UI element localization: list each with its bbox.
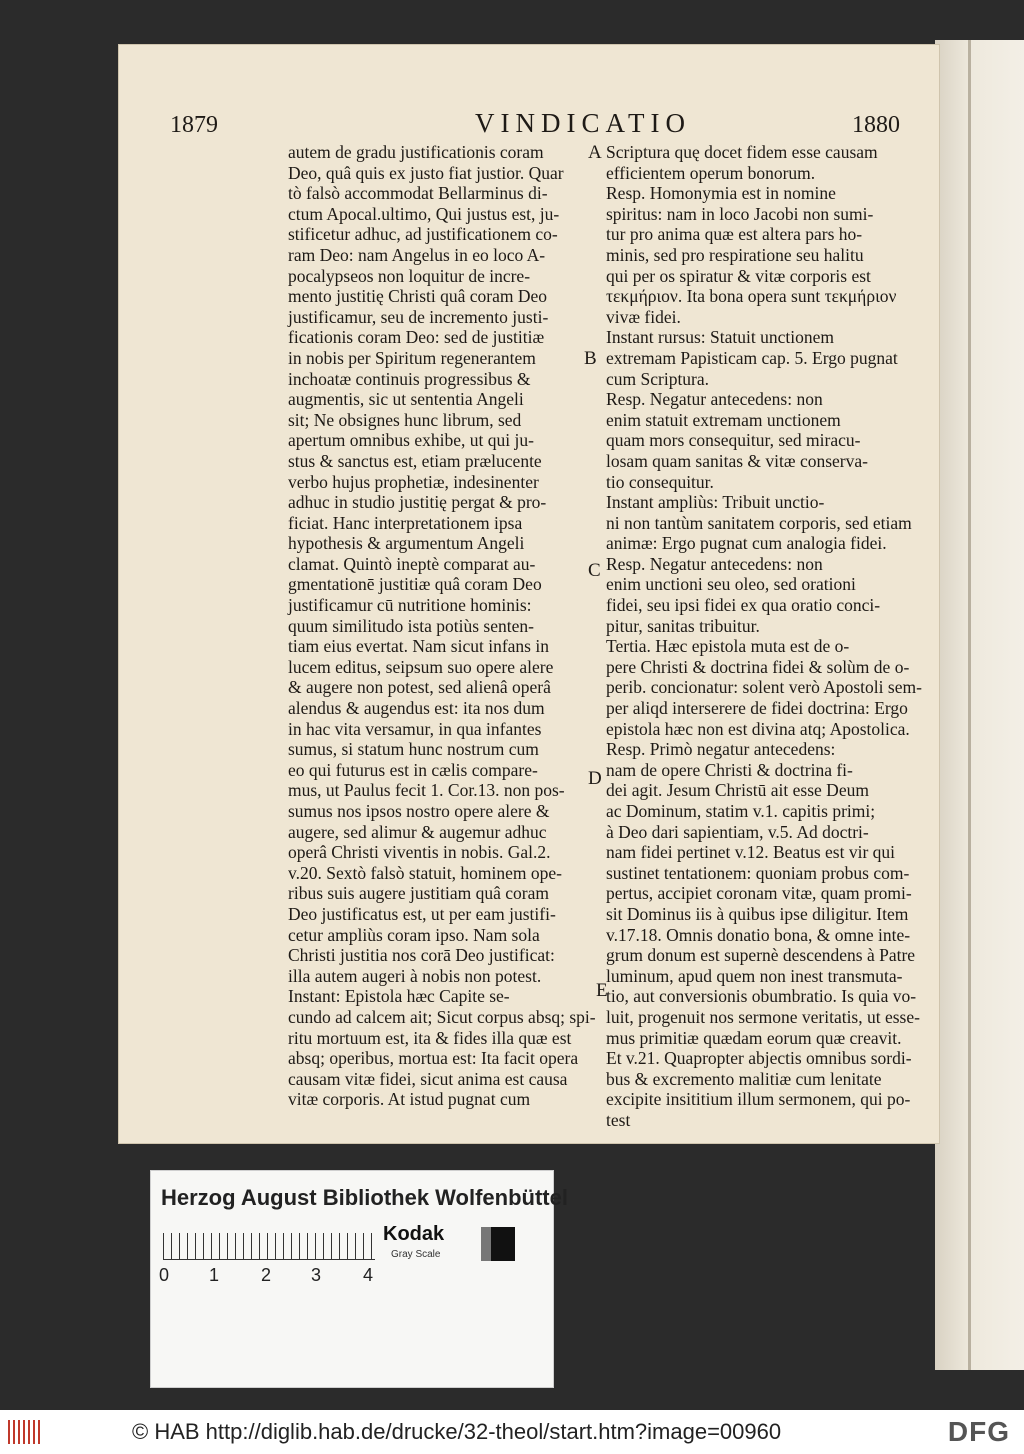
marginal-letter-b: B — [584, 348, 597, 369]
ruler-number: 1 — [209, 1265, 220, 1285]
text-line: sumus nos ipsos nostro opere alere & — [288, 801, 550, 821]
text-line: clamat. Quintò ineptè comparat au- — [288, 553, 536, 574]
footer-copyright-url[interactable]: © HAB http://diglib.hab.de/drucke/32-theol/start.htm?image=00960 — [132, 1419, 782, 1444]
text-line: luminum, apud quem non inest transmuta- — [606, 965, 903, 986]
text-line: tiam eius evertat. Nam sicut infans in — [288, 636, 549, 657]
text-line: ac Dominum, statim v.1. capitis primi; — [606, 801, 876, 821]
text-line: nam de opere Christi & doctrina fi- — [606, 759, 853, 780]
text-line: cundo ad calcem ait; Sicut corpus absq; spi- — [288, 1006, 596, 1027]
text-line: verbo hujus prophetiæ, indesinenter — [288, 471, 539, 492]
text-line: excipite insititium illum sermonem, qui po- — [606, 1089, 911, 1110]
ruler-number: 2 — [261, 1265, 272, 1285]
text-line: qui per os spiratur & vitæ corporis est — [606, 265, 871, 286]
text-line: test — [606, 1109, 631, 1130]
marginal-letter-a: A — [588, 142, 602, 163]
text-line: in nobis per Spiritum regenerantem — [288, 347, 536, 368]
text-line: gmentationē justitiæ quâ coram Deo — [288, 574, 542, 595]
text-line: Resp. Primò negatur antecedens: — [606, 739, 836, 760]
text-line: Scriptura quę docet fidem esse causam — [606, 142, 878, 162]
hab-logo-icon — [8, 1420, 40, 1444]
text-line: animæ: Ergo pugnat cum analogia fidei. — [606, 533, 887, 554]
text-line: ctum Apocal.ultimo, Qui justus est, ju- — [288, 203, 560, 224]
text-line: Et v.21. Quapropter abjectis omnibus sordi- — [606, 1048, 912, 1069]
text-line: augere, sed alimur & augemur adhuc — [288, 821, 547, 842]
text-line: fidei, seu ipsi fidei ex qua oratio conci- — [606, 595, 881, 616]
scale-ruler-baseline — [163, 1259, 375, 1260]
text-line: alendus & augendus est: ita nos dum — [288, 698, 545, 719]
marginal-letter-e: E — [596, 980, 608, 1001]
text-line: ram Deo: nam Angelus in eo loco A- — [288, 244, 546, 265]
text-line: ficiat. Hanc interpretationem ipsa — [288, 512, 523, 533]
text-line: tio, aut conversionis obumbratio. Is quia vo- — [606, 986, 917, 1007]
text-line: absq; operibus, mortua est: Ita facit opera — [288, 1048, 579, 1069]
text-line: Tertia. Hæc epistola muta est de o- — [606, 636, 850, 657]
text-line: Christi justitia nos corā Deo justificat: — [288, 945, 555, 966]
text-line: justificamur, seu de incremento justi- — [288, 306, 549, 327]
right-text-column — [606, 142, 922, 1131]
text-line: & augere non potest, sed alienâ operâ — [288, 677, 551, 698]
text-line: sit; Ne obsignes hunc librum, sed — [288, 409, 522, 430]
text-line: perib. concionatur: solent verò Apostoli sem- — [606, 677, 922, 698]
text-line: vitæ corporis. At istud pugnat cum — [288, 1089, 531, 1110]
library-name: Herzog August Bibliothek Wolfenbüttel — [161, 1185, 568, 1210]
text-line: Instant ampliùs: Tribuit unctio- — [606, 492, 825, 513]
ruler-number: 4 — [363, 1265, 374, 1285]
kodak-gray-scale-label: Gray Scale — [391, 1249, 441, 1260]
text-line: Deo justificatus est, ut per eam justifi- — [288, 903, 556, 924]
marginal-letter-c: C — [588, 560, 601, 581]
text-line: autem de gradu justificationis coram — [288, 142, 544, 162]
left-text-column — [288, 142, 596, 1110]
text-line: dei agit. Jesum Christū ait esse Deum — [606, 780, 869, 801]
text-line: in hac vita versamur, in qua infantes — [288, 718, 542, 739]
text-line: bus & excremento malitiæ cum lenitate — [606, 1068, 882, 1089]
text-line: epistola hæc non est divina atq; Apostolica. — [606, 718, 910, 739]
text-line: spiritus: nam in loco Jacobi non sumi- — [606, 203, 874, 224]
library-color-card — [150, 1170, 568, 1388]
text-line: stus & sanctus est, etiam prælucente — [288, 450, 542, 471]
text-line: tio consequitur. — [606, 471, 714, 492]
text-line: eo qui futurus est in cælis compare- — [288, 759, 538, 780]
text-line: operâ Christi viventis in nobis. Gal.2. — [288, 842, 551, 863]
text-line: efficientem operum bonorum. — [606, 162, 816, 183]
text-line: lucem editus, seipsum suo opere alere — [288, 656, 554, 677]
text-line: illa autem augeri à nobis non potest. — [288, 965, 542, 986]
text-line: Deo, quâ quis ex justo fiat justior. Quar — [288, 162, 564, 183]
text-line: pocalypseos non loquitur de incre- — [288, 265, 531, 286]
text-line: pitur, sanitas tribuitur. — [606, 615, 760, 636]
text-line: causam vitæ fidei, sicut anima est causa — [288, 1068, 568, 1089]
text-line: vivæ fidei. — [606, 306, 681, 327]
text-line: ni non tantùm sanitatem corporis, sed etiam — [606, 512, 912, 533]
text-line: ficationis coram Deo: sed de justitiæ — [288, 327, 545, 348]
text-line: grum donum est supernè descendens à Patre — [606, 945, 916, 966]
text-line: nam fidei pertinet v.12. Beatus est vir qui — [606, 842, 896, 863]
text-line: stificetur adhuc, ad justificationem co- — [288, 224, 558, 245]
text-line: losam quam sanitas & vitæ conserva- — [606, 450, 868, 471]
kodak-logo: Kodak — [383, 1223, 445, 1245]
dfg-logo: DFG — [947, 1416, 1010, 1447]
text-line: justificamur cū nutritione hominis: — [288, 595, 532, 616]
text-line: enim statuit extremam unctionem — [606, 409, 841, 430]
text-line: à Deo dari sapientiam, v.5. Ad doctri- — [606, 821, 869, 842]
text-line: τεκμήριον. Ita bona opera sunt τεκμήριον — [606, 286, 897, 307]
text-line: Resp. Homonymia est in nomine — [606, 183, 836, 204]
running-title: VINDICATIO — [475, 108, 691, 138]
text-line: sustinet tentationem: quoniam probus com- — [606, 862, 910, 883]
facing-page-edge — [935, 40, 1024, 1370]
text-line: v.20. Sextò falsò statuit, hominem ope- — [288, 862, 562, 883]
marginal-letter-d: D — [588, 768, 602, 789]
text-line: sumus, si statum hunc nostrum cum — [288, 739, 539, 760]
text-line: sit Dominus iis à quibus ipse diligitur. Item — [606, 903, 909, 924]
gray-scale-swatch — [481, 1227, 515, 1261]
text-line: pertus, accipiet coronam vitæ, quam promi- — [606, 883, 912, 904]
text-line: minis, sed pro respiratione seu halitu — [606, 244, 864, 265]
text-line: tur pro anima quæ est altera pars ho- — [606, 224, 863, 245]
text-line: ritu mortuum est, ita & fides illa quæ est — [288, 1027, 572, 1048]
text-line: inchoatæ continuis progressibus & — [288, 368, 531, 389]
scale-ruler — [163, 1233, 375, 1259]
text-line: v.17.18. Omnis donatio bona, & omne inte- — [606, 924, 911, 945]
text-line: enim unctioni seu oleo, sed orationi — [606, 574, 856, 595]
text-line: hypothesis & argumentum Angeli — [288, 533, 525, 554]
text-line: luit, progenuit nos sermone veritatis, ut esse- — [606, 1006, 920, 1027]
text-line: cetur ampliùs coram ipso. Nam sola — [288, 924, 540, 945]
right-page-number: 1880 — [852, 112, 900, 138]
running-head — [170, 108, 900, 142]
text-line: quum similitudo ista potiùs senten- — [288, 615, 534, 636]
text-line: ribus suis augere justitiam quâ coram — [288, 883, 549, 904]
text-line: mus primitiæ quædam eorum quæ creavit. — [606, 1027, 902, 1048]
text-line: Instant: Epistola hæc Capite se- — [288, 986, 510, 1007]
text-line: extremam Papisticam cap. 5. Ergo pugnat — [606, 347, 898, 368]
text-line: Resp. Negatur antecedens: non — [606, 553, 823, 574]
text-line: mus, ut Paulus fecit 1. Cor.13. non pos- — [288, 780, 565, 801]
facing-page-gutter — [968, 40, 971, 1370]
text-line: augmentis, sic ut sententia Angeli — [288, 389, 524, 410]
text-line: mento justitię Christi quâ coram Deo — [288, 286, 548, 307]
text-line: per aliqd interserere de fidei doctrina: Ergo — [606, 698, 908, 719]
footer-bar — [0, 1410, 1024, 1454]
text-line: cum Scriptura. — [606, 368, 710, 389]
text-line: Resp. Negatur antecedens: non — [606, 389, 823, 410]
left-page-number: 1879 — [170, 112, 218, 138]
text-line: tò falsò accommodat Bellarminus di- — [288, 183, 548, 204]
ruler-number: 3 — [311, 1265, 322, 1285]
text-line: apertum omnibus exhibe, ut qui ju- — [288, 430, 534, 451]
text-line: adhuc in studio justitię pergat & pro- — [288, 492, 547, 513]
text-line: pere Christi & doctrina fidei & solùm de o- — [606, 656, 910, 677]
text-line: quam mors consequitur, sed miracu- — [606, 430, 861, 451]
text-line: Instant rursus: Statuit unctionem — [606, 327, 834, 348]
ruler-number: 0 — [159, 1265, 170, 1285]
